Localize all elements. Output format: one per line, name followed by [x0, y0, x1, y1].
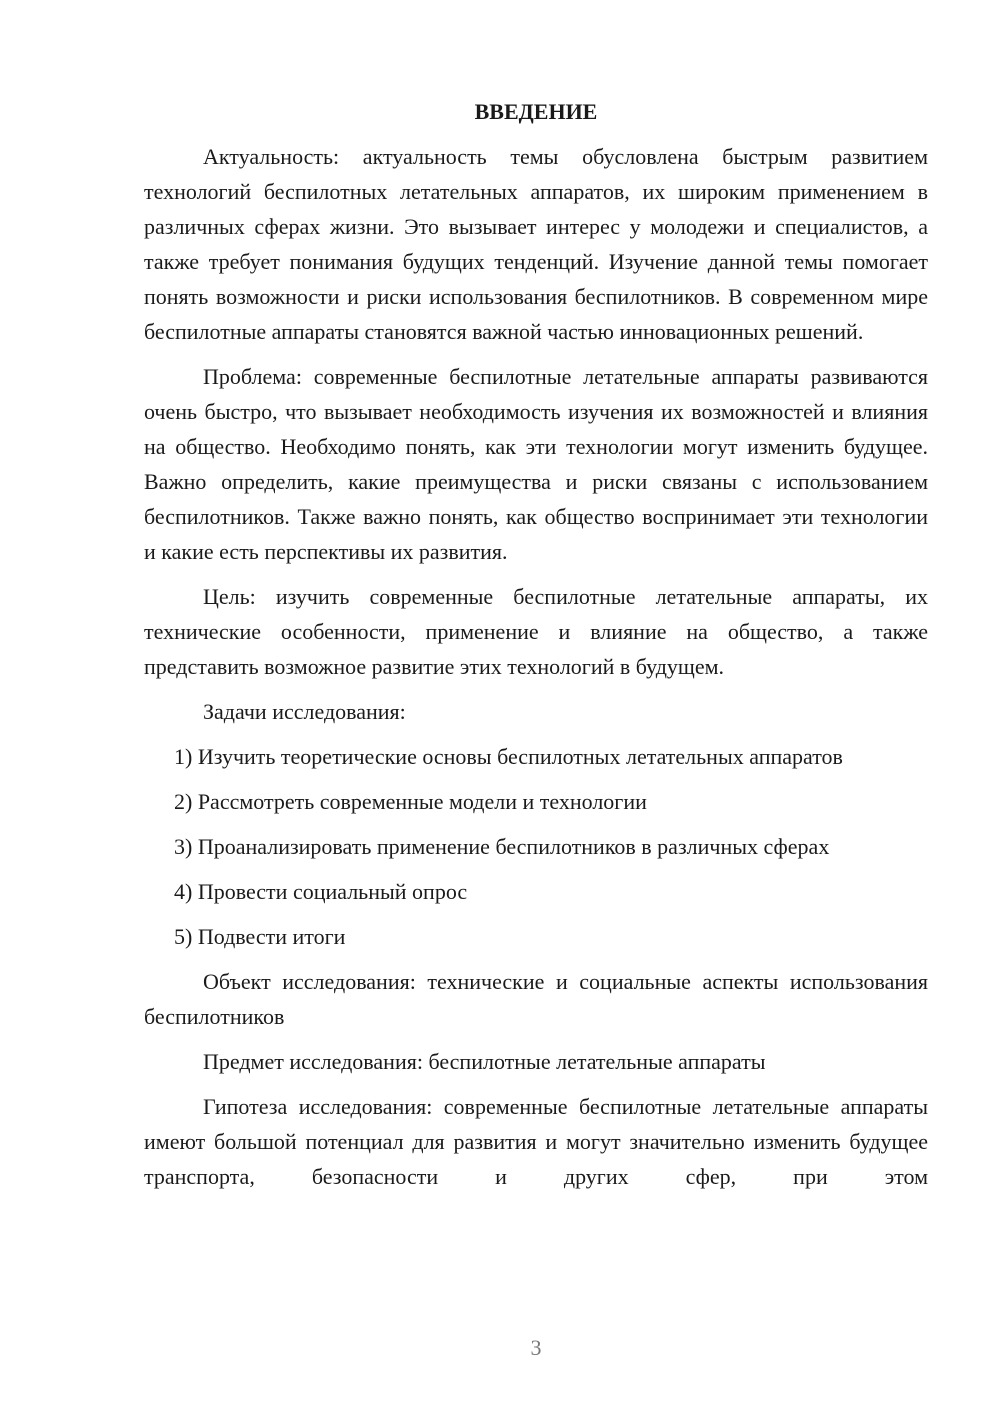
paragraph-relevance: Актуальность: актуальность темы обусловлена быстрым развитием технологий беспилотных летательных аппаратов, их широким применением в различных сферах жизни. Это вызывает интерес у молодежи и специалистов, а также требует понимания будущих тенденций. Изучение данной темы помогает понять возможности и риски использования беспилотников. В современном мире беспилотные аппараты становятся важной частью инновационных решений. — [144, 144, 928, 344]
page-number: 3 — [530, 1335, 542, 1360]
paragraph-goal: Цель: изучить современные беспилотные летательные аппараты, их технические особенности, применение и влияние на общество, а также представить возможное развитие этих технологий в будущем. — [144, 584, 928, 679]
page-content — [144, 94, 928, 1204]
paragraph-subject: Предмет исследования: беспилотные летательные аппараты — [203, 1049, 766, 1074]
paragraph-tasks-heading: Задачи исследования: — [203, 699, 406, 724]
paragraph-problem: Проблема: современные беспилотные летательные аппараты развиваются очень быстро, что вызывает необходимость изучения их возможностей и влияния на общество. Необходимо понять, как эти технологии могут изменить будущее. Важно определить, какие преимущества и риски связаны с использованием беспилотников. Также важно понять, как общество воспринимает эти технологии и какие есть перспективы их развития. — [144, 364, 928, 564]
task-item-1: 1) Изучить теоретические основы беспилотных летательных аппаратов — [174, 744, 843, 769]
task-item-2: 2) Рассмотреть современные модели и технологии — [174, 789, 647, 814]
paragraph-hypothesis: Гипотеза исследования: современные беспилотные летательные аппараты имеют большой потенциал для развития и могут значительно изменить будущее транспорта, безопасности и других сфер, при этом — [144, 1094, 928, 1189]
section-title: ВВЕДЕНИЕ — [474, 99, 598, 124]
paragraph-object: Объект исследования: технические и социальные аспекты использования беспилотников — [144, 969, 928, 1029]
task-item-3: 3) Проанализировать применение беспилотников в различных сферах — [174, 834, 830, 859]
task-item-5: 5) Подвести итоги — [174, 924, 346, 949]
task-item-4: 4) Провести социальный опрос — [174, 879, 468, 904]
